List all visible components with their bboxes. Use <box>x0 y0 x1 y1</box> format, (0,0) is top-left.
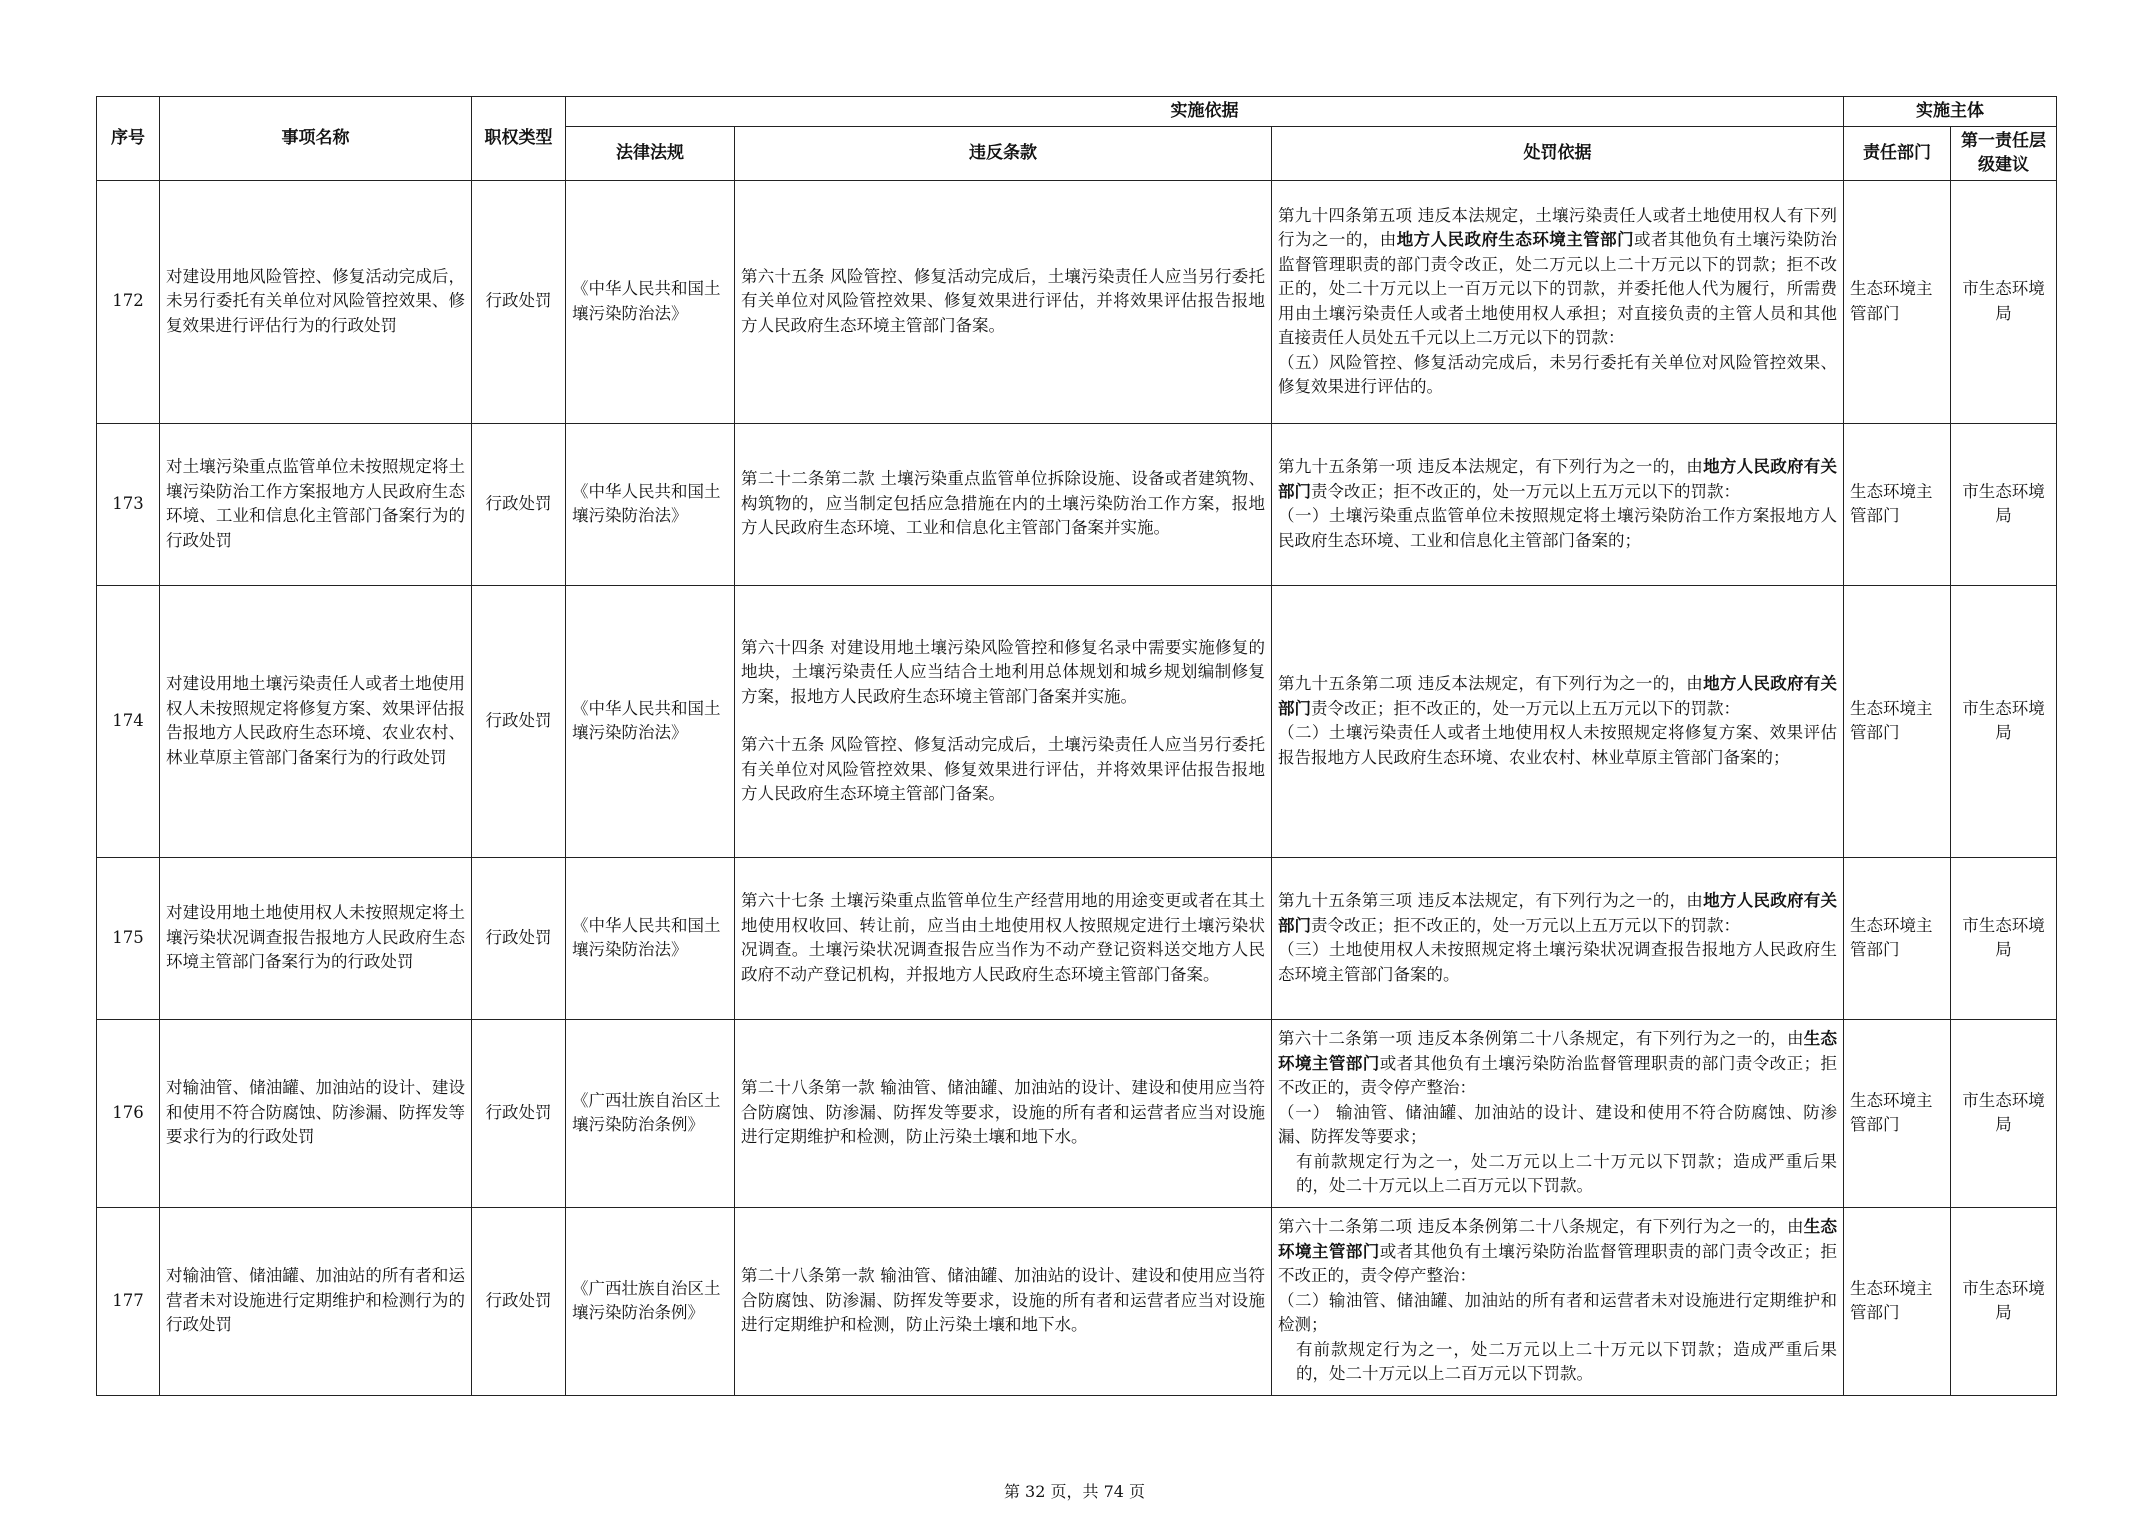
penalty-item: （二）输油管、储油罐、加油站的所有者和运营者未对设施进行定期维护和检测； <box>1278 1290 1838 1335</box>
responsible-dept: 生态环境主管部门 <box>1844 180 1951 423</box>
penalty-authority: 地方人民政府有关部门 <box>1278 891 1838 935</box>
penalty-item: （五）风险管控、修复活动完成后，未另行委托有关单位对风险管控效果、修复效果进行评估的。 <box>1278 352 1838 396</box>
law-name: 《广西壮族自治区土壤污染防治条例》 <box>566 1207 735 1395</box>
penalty-item: （一） 输油管、储油罐、加油站的设计、建设和使用不符合防腐蚀、防渗漏、防挥发等要求； <box>1278 1102 1838 1147</box>
penalty-amount: 有前款规定行为之一，处二万元以上二十万元以下罚款；造成严重后果的，处二十万元以上二百万元以下罚款。 <box>1296 1151 1838 1196</box>
violation-clause <box>735 585 1272 857</box>
penalty-text-a: 第九十五条第一项 违反本法规定，有下列行为之一的，由 <box>1278 457 1704 476</box>
header-basis-group: 实施依据 <box>566 97 1844 127</box>
header-violation: 违反条款 <box>735 126 1272 180</box>
violation-text-2: 第六十五条 风险管控、修复活动完成后，土壤污染责任人应当另行委托有关单位对风险管控效果、修复效果进行评估，并将效果评估报告报地方人民政府生态环境主管部门备案。 <box>741 735 1265 803</box>
header-level: 第一责任层级建议 <box>1951 126 2057 180</box>
penalty-text-c: 或者其他负有土壤污染防治监督管理职责的部门责令改正，处二万元以上二十万元以下的罚款；拒不改正的，处二十万元以上一百万元以下的罚款，并委托他人代为履行，所需费用由土壤污染责任人或者土地使用权人承担；对直接负责的主管人员和其他直接责任人员处五千元以上二万元以下的罚款： <box>1278 230 1838 347</box>
responsible-level: 市生态环境局 <box>1951 180 2057 423</box>
header-dept: 责任部门 <box>1844 126 1951 180</box>
penalty-authority: 生态环境主管部门 <box>1278 1217 1838 1261</box>
responsible-level: 市生态环境局 <box>1951 585 2057 857</box>
header-law: 法律法规 <box>566 126 735 180</box>
page-number: 第 32 页，共 74 页 <box>1003 1482 1146 1501</box>
row-number: 177 <box>97 1207 160 1395</box>
table-row <box>97 423 2057 585</box>
penalty-basis <box>1272 1019 1844 1207</box>
power-type: 行政处罚 <box>472 585 566 857</box>
violation-clause <box>735 1207 1272 1395</box>
penalty-text-a: 第六十二条第一项 违反本条例第二十八条规定，有下列行为之一的，由 <box>1278 1029 1804 1049</box>
penalty-main <box>1278 204 1837 351</box>
penalty-authority: 生态环境主管部门 <box>1278 1029 1838 1073</box>
penalty-item: （一）土壤污染重点监管单位未按照规定将土壤污染防治工作方案报地方人民政府生态环境、工业和信息化主管部门备案的； <box>1278 506 1838 550</box>
header-item-name: 事项名称 <box>160 97 472 181</box>
penalty-text-c: 责令改正；拒不改正的，处一万元以上五万元以下的罚款： <box>1311 915 1740 935</box>
penalty-item: （二）土壤污染责任人或者土地使用权人未按照规定将修复方案、效果评估报告报地方人民政府生态环境、农业农村、林业草原主管部门备案的； <box>1278 723 1838 767</box>
responsible-level: 市生态环境局 <box>1951 1207 2057 1395</box>
responsible-level: 市生态环境局 <box>1951 857 2057 1019</box>
violation-text: 第二十八条第一款 输油管、储油罐、加油站的设计、建设和使用应当符合防腐蚀、防渗漏、防挥发等要求，设施的所有者和运营者应当对设施进行定期维护和检测，防止污染土壤和地下水。 <box>741 1266 1265 1335</box>
row-number: 175 <box>97 857 160 1019</box>
header-subject-group: 实施主体 <box>1844 97 2057 127</box>
responsible-dept: 生态环境主管部门 <box>1844 1019 1951 1207</box>
penalty-main <box>1278 672 1837 721</box>
violation-clause <box>735 180 1272 423</box>
violation-text: 第六十四条 对建设用地土壤污染风险管控和修复名录中需要实施修复的地块，土壤污染责任人应当结合土地利用总体规划和城乡规划编制修复方案，报地方人民政府生态环境主管部门备案并实施。 <box>741 637 1265 706</box>
responsible-dept: 生态环境主管部门 <box>1844 585 1951 857</box>
penalty-basis <box>1272 423 1844 585</box>
law-name: 《广西壮族自治区土壤污染防治条例》 <box>566 1019 735 1207</box>
law-name: 《中华人民共和国土壤污染防治法》 <box>566 585 735 857</box>
item-name: 对建设用地风险管控、修复活动完成后，未另行委托有关单位对风险管控效果、修复效果进行评估行为的行政处罚 <box>160 180 472 423</box>
item-name: 对建设用地土壤污染责任人或者土地使用权人未按照规定将修复方案、效果评估报告报地方人民政府生态环境、农业农村、林业草原主管部门备案行为的行政处罚 <box>160 585 472 857</box>
penalty-text-c: 或者其他负有土壤污染防治监督管理职责的部门责令改正；拒不改正的，责令停产整治： <box>1278 1241 1838 1286</box>
item-name: 对土壤污染重点监管单位未按照规定将土壤污染防治工作方案报地方人民政府生态环境、工业和信息化主管部门备案行为的行政处罚 <box>160 423 472 585</box>
law-name: 《中华人民共和国土壤污染防治法》 <box>566 857 735 1019</box>
penalty-basis <box>1272 1207 1844 1395</box>
item-name: 对建设用地土地使用权人未按照规定将土壤污染状况调查报告报地方人民政府生态环境主管部门备案行为的行政处罚 <box>160 857 472 1019</box>
power-type: 行政处罚 <box>472 1207 566 1395</box>
penalty-main <box>1278 1027 1837 1101</box>
table-row <box>97 1207 2057 1395</box>
header-penalty: 处罚依据 <box>1272 126 1844 180</box>
table-row <box>97 1019 2057 1207</box>
violation-clause <box>735 1019 1272 1207</box>
power-type: 行政处罚 <box>472 857 566 1019</box>
responsible-level: 市生态环境局 <box>1951 1019 2057 1207</box>
power-type: 行政处罚 <box>472 180 566 423</box>
penalty-authority: 地方人民政府有关部门 <box>1278 674 1838 718</box>
penalty-text-a: 第九十五条第三项 违反本法规定，有下列行为之一的，由 <box>1278 891 1704 910</box>
item-name: 对输油管、储油罐、加油站的所有者和运营者未对设施进行定期维护和检测行为的行政处罚 <box>160 1207 472 1395</box>
header-seq: 序号 <box>97 97 160 181</box>
penalty-text-c: 或者其他负有土壤污染防治监督管理职责的部门责令改正；拒不改正的，责令停产整治： <box>1278 1053 1838 1098</box>
violation-text: 第六十七条 土壤污染重点监管单位生产经营用地的用途变更或者在其土地使用权收回、转让前，应当由土地使用权人按照规定进行土壤污染状况调查。土壤污染状况调查报告应当作为不动产登记资料送交地方人民政府不动产登记机构，并报地方人民政府生态环境主管部门备案。 <box>741 891 1265 984</box>
power-type: 行政处罚 <box>472 1019 566 1207</box>
penalty-main <box>1278 889 1837 938</box>
violation-text: 第六十五条 风险管控、修复活动完成后，土壤污染责任人应当另行委托有关单位对风险管控效果、修复效果进行评估，并将效果评估报告报地方人民政府生态环境主管部门备案。 <box>741 266 1265 335</box>
item-name: 对输油管、储油罐、加油站的设计、建设和使用不符合防腐蚀、防渗漏、防挥发等要求行为的行政处罚 <box>160 1019 472 1207</box>
responsible-level: 市生态环境局 <box>1951 423 2057 585</box>
row-number: 174 <box>97 585 160 857</box>
penalty-basis <box>1272 857 1844 1019</box>
penalty-authority: 地方人民政府生态环境主管部门 <box>1396 230 1635 249</box>
penalty-basis <box>1272 180 1844 423</box>
responsible-dept: 生态环境主管部门 <box>1844 1207 1951 1395</box>
penalty-text-a: 第九十四条第五项 违反本法规定，土壤污染责任人或者土地使用权人有下列行为之一的，由 <box>1278 205 1838 249</box>
penalty-text-a: 第九十五条第二项 违反本法规定，有下列行为之一的，由 <box>1278 674 1704 693</box>
violation-text: 第二十八条第一款 输油管、储油罐、加油站的设计、建设和使用应当符合防腐蚀、防渗漏、防挥发等要求，设施的所有者和运营者应当对设施进行定期维护和检测，防止污染土壤和地下水。 <box>741 1078 1265 1147</box>
penalty-authority: 地方人民政府有关部门 <box>1278 457 1838 501</box>
row-number: 173 <box>97 423 160 585</box>
violation-clause <box>735 857 1272 1019</box>
header-power-type: 职权类型 <box>472 97 566 181</box>
penalty-amount: 有前款规定行为之一，处二万元以上二十万元以下罚款；造成严重后果的，处二十万元以上二百万元以下罚款。 <box>1296 1339 1838 1384</box>
row-number: 176 <box>97 1019 160 1207</box>
penalty-main <box>1278 455 1837 504</box>
law-name: 《中华人民共和国土壤污染防治法》 <box>566 423 735 585</box>
penalty-item: （三）土地使用权人未按照规定将土壤污染状况调查报告报地方人民政府生态环境主管部门备案的。 <box>1278 940 1838 984</box>
penalty-basis <box>1272 585 1844 857</box>
table-row <box>97 585 2057 857</box>
penalty-main <box>1278 1215 1837 1289</box>
violation-text: 第二十二条第二款 土壤污染重点监管单位拆除设施、设备或者建筑物、构筑物的，应当制定包括应急措施在内的土壤污染防治工作方案，报地方人民政府生态环境、工业和信息化主管部门备案并实施。 <box>741 469 1265 538</box>
table-row <box>97 180 2057 423</box>
responsible-dept: 生态环境主管部门 <box>1844 423 1951 585</box>
power-type: 行政处罚 <box>472 423 566 585</box>
enforcement-table <box>96 96 2057 1396</box>
law-name: 《中华人民共和国土壤污染防治法》 <box>566 180 735 423</box>
penalty-text-c: 责令改正；拒不改正的，处一万元以上五万元以下的罚款： <box>1311 481 1740 501</box>
violation-clause <box>735 423 1272 585</box>
penalty-text-c: 责令改正；拒不改正的，处一万元以上五万元以下的罚款： <box>1311 698 1740 718</box>
responsible-dept: 生态环境主管部门 <box>1844 857 1951 1019</box>
row-number: 172 <box>97 180 160 423</box>
table-row <box>97 857 2057 1019</box>
penalty-text-a: 第六十二条第二项 违反本条例第二十八条规定，有下列行为之一的，由 <box>1278 1217 1804 1237</box>
